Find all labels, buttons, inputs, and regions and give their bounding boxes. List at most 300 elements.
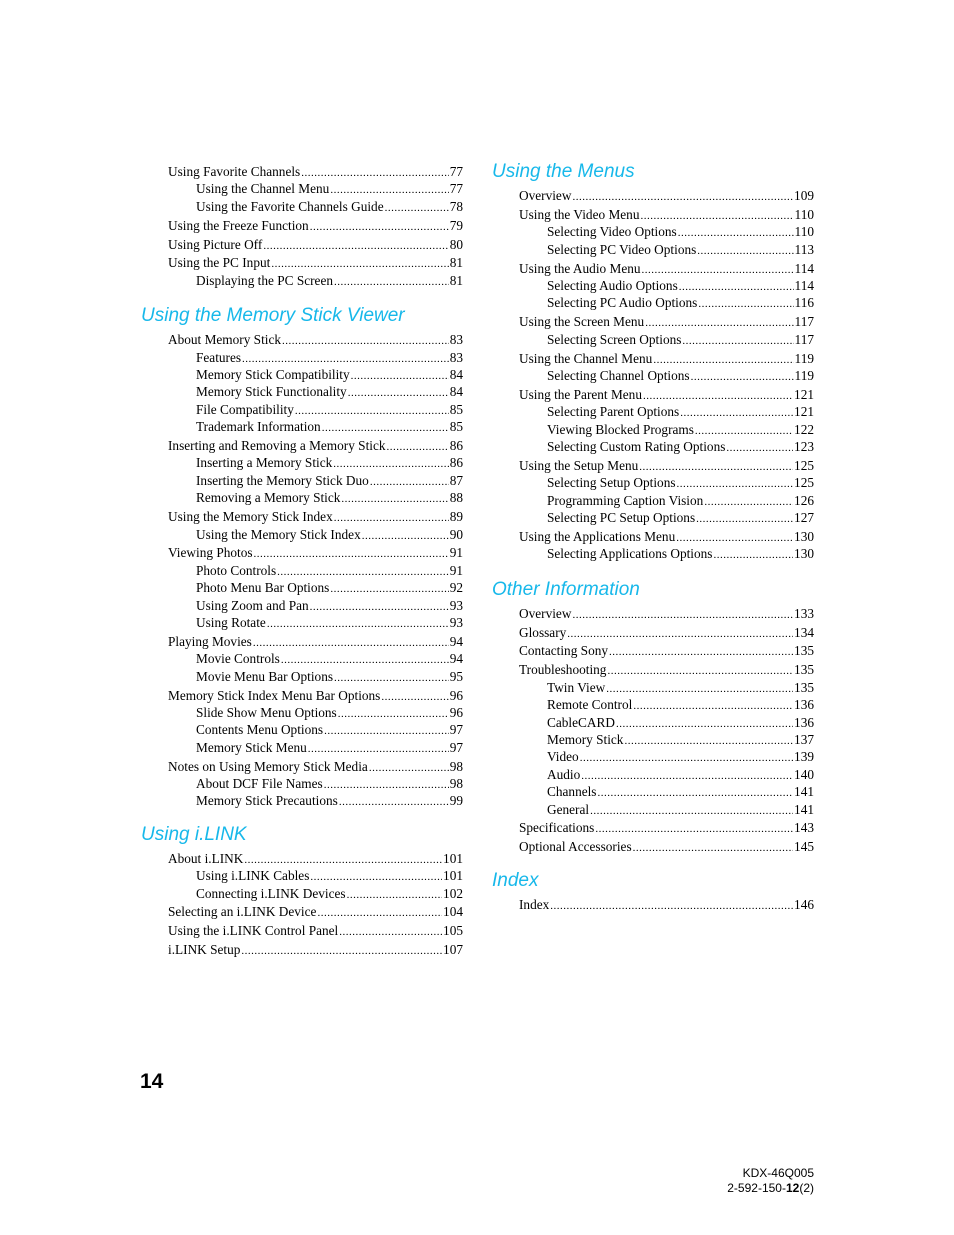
toc-entry[interactable] [491, 766, 814, 783]
toc-entry-title: Selecting Custom Rating Options [547, 438, 726, 454]
dot-leader [241, 943, 442, 960]
toc-entry-page: 101 [443, 850, 463, 866]
toc-entry[interactable] [140, 489, 463, 506]
dot-leader [704, 494, 793, 511]
toc-entry[interactable] [140, 941, 463, 958]
dot-leader [347, 887, 442, 904]
toc-entry-title: Movie Menu Bar Options [196, 668, 334, 684]
toc-left-column [140, 163, 463, 959]
toc-entry-title: Selecting Audio Options [547, 277, 678, 293]
toc-entry-title: Glossary [519, 624, 567, 640]
toc-entry[interactable] [491, 731, 814, 748]
dot-leader [324, 723, 449, 740]
toc-entry-title: Using Rotate [196, 614, 266, 630]
toc-entry[interactable] [140, 614, 463, 631]
toc-entry[interactable] [140, 331, 463, 348]
toc-entry-title: i.LINK Setup [168, 942, 241, 958]
toc-entry-title: Inserting the Memory Stick Duo [196, 472, 369, 488]
dot-leader [607, 663, 793, 680]
toc-entry[interactable] [491, 696, 814, 713]
toc-entry-page: 113 [794, 241, 814, 257]
toc-entry[interactable] [491, 679, 814, 696]
toc-entry[interactable] [140, 775, 463, 792]
toc-entry-title: Using Zoom and Pan [196, 597, 309, 613]
toc-entry[interactable] [140, 349, 463, 366]
toc-entry-page: 86 [449, 455, 463, 471]
dot-leader [334, 670, 449, 687]
toc-entry-title: Selecting Setup Options [547, 475, 676, 491]
toc-entry-title: Contacting Sony [519, 643, 609, 659]
toc-entry-title: Using the i.LINK Control Panel [168, 923, 339, 939]
toc-entry-page: 83 [449, 349, 463, 365]
dot-leader [385, 200, 449, 217]
dot-leader [713, 547, 793, 564]
toc-entry-page: 136 [794, 714, 814, 730]
toc-entry-page: 84 [449, 367, 463, 383]
toc-entry-title: File Compatibility [196, 401, 294, 417]
toc-entry-title: Using the Favorite Channels Guide [196, 198, 384, 214]
toc-entry-page: 78 [449, 198, 463, 214]
toc-entry-title: Index [519, 896, 550, 912]
toc-entry-title: Selecting Parent Options [547, 404, 680, 420]
toc-entry[interactable] [491, 509, 814, 526]
toc-entry-title: Contents Menu Options [196, 722, 324, 738]
toc-entry-title: Selecting an i.LINK Device [168, 904, 317, 920]
toc-entry[interactable] [491, 783, 814, 800]
toc-entry-page: 139 [794, 749, 814, 765]
toc-entry-title: Specifications [519, 820, 595, 836]
toc-entry-page: 93 [449, 597, 463, 613]
toc-entry-title: Using Favorite Channels [168, 164, 301, 179]
toc-entry[interactable] [140, 792, 463, 809]
toc-right-column [491, 161, 814, 913]
dot-leader [726, 440, 793, 457]
toc-entry-page: 80 [449, 236, 463, 252]
toc-entry-page: 94 [449, 651, 463, 667]
toc-entry[interactable] [491, 260, 814, 277]
section-heading: Using the Memory Stick Viewer [141, 305, 405, 327]
dot-leader [381, 689, 448, 706]
dot-leader [590, 803, 793, 820]
toc-entry-title: Selecting PC Audio Options [547, 295, 698, 311]
dot-leader [338, 706, 449, 723]
toc-entry-page: 121 [794, 386, 814, 402]
toc-entry-title: Programming Caption Vision [547, 492, 704, 508]
toc-entry[interactable] [140, 366, 463, 383]
toc-entry[interactable] [140, 885, 463, 902]
toc-entry-title: Selecting Channel Options [547, 367, 690, 383]
toc-entry-page: 105 [443, 923, 463, 939]
toc-entry-title: Memory Stick Functionality [196, 384, 347, 400]
dot-leader [267, 616, 449, 633]
toc-entry-title: Overview [519, 188, 572, 203]
toc-entry-title: Memory Stick Compatibility [196, 367, 350, 383]
toc-entry-title: Inserting and Removing a Memory Stick [168, 438, 386, 454]
toc-entry-page: 141 [794, 784, 814, 800]
toc-entry[interactable] [491, 187, 814, 204]
toc-entry-page: 91 [449, 545, 463, 561]
toc-entry[interactable] [491, 474, 814, 491]
toc-entry-page: 145 [794, 839, 814, 855]
toc-entry-page: 134 [794, 624, 814, 640]
toc-entry-page: 141 [794, 801, 814, 817]
toc-entry-page: 137 [794, 731, 814, 747]
toc-entry-title: Channels [547, 784, 597, 800]
toc-entry-title: Slide Show Menu Options [196, 704, 337, 720]
toc-entry-page: 121 [794, 404, 814, 420]
dot-leader [633, 840, 793, 857]
section-spacer [491, 856, 814, 870]
toc-entry[interactable] [140, 272, 463, 289]
toc-entry[interactable] [491, 896, 814, 913]
toc-entry-title: Using the Screen Menu [519, 314, 645, 330]
toc-entry-page: 98 [449, 776, 463, 791]
section-heading: Index [492, 869, 539, 891]
toc-entry-page: 143 [794, 820, 814, 836]
toc-entry[interactable] [140, 383, 463, 400]
toc-entry-title: Troubleshooting [519, 662, 607, 678]
toc-entry-page: 136 [794, 697, 814, 713]
section-heading: Using i.LINK [141, 823, 247, 845]
toc-entry-title: Connecting i.LINK Devices [196, 885, 346, 901]
toc-entry[interactable] [140, 180, 463, 197]
dot-leader [310, 219, 449, 236]
dot-leader [308, 741, 449, 758]
toc-entry-title: Remote Control [547, 697, 633, 713]
toc-entry-page: 96 [449, 687, 463, 703]
toc-entry-page: 85 [449, 419, 463, 435]
toc-entry-page: 146 [794, 896, 814, 912]
toc-entry-page: 83 [449, 332, 463, 348]
toc-entry-page: 84 [449, 384, 463, 400]
toc-entry[interactable] [140, 198, 463, 215]
toc-entry-title: Using Picture Off [168, 236, 263, 252]
toc-entry[interactable] [491, 241, 814, 258]
toc-entry-page: 93 [449, 614, 463, 630]
toc-entry-page: 107 [443, 942, 463, 958]
document-code-suffix: (2) [799, 1181, 814, 1195]
dot-leader [572, 607, 793, 624]
toc-entry[interactable] [140, 437, 463, 454]
toc-entry-page: 90 [449, 526, 463, 542]
dot-leader [253, 635, 449, 652]
toc-entry-page: 98 [449, 758, 463, 774]
dot-leader [696, 511, 793, 528]
toc-entry-page: 123 [794, 438, 814, 454]
toc-entry[interactable] [491, 661, 814, 678]
dot-leader [624, 733, 793, 750]
toc-entry-page: 86 [449, 438, 463, 454]
toc-entry-title: General [547, 801, 590, 817]
toc-entry-title: Using the Freeze Function [168, 217, 309, 233]
dot-leader [317, 905, 442, 922]
toc-entry-page: 114 [794, 277, 814, 293]
toc-entry-title: Video [547, 749, 579, 765]
toc-entry-title: Memory Stick [547, 731, 624, 747]
document-code-prefix: 2-592-150- [727, 1181, 786, 1195]
section-spacer [491, 563, 814, 579]
dot-leader [341, 491, 448, 508]
dot-leader [616, 716, 793, 733]
toc-entry[interactable] [140, 650, 463, 667]
toc-entry[interactable] [140, 526, 463, 543]
toc-entry[interactable] [491, 438, 814, 455]
toc-entry[interactable] [491, 223, 814, 240]
toc-entry-page: 116 [794, 295, 814, 311]
toc-entry-title: Removing a Memory Stick [196, 490, 341, 506]
toc-entry-title: Selecting PC Video Options [547, 241, 697, 257]
toc-entry[interactable] [491, 714, 814, 731]
toc-entry[interactable] [491, 403, 814, 420]
toc-entry-page: 126 [794, 492, 814, 508]
toc-entry-title: About Memory Stick [168, 332, 282, 348]
toc-entry-page: 101 [443, 868, 463, 884]
toc-entry-page: 130 [794, 528, 814, 544]
toc-entry-title: Notes on Using Memory Stick Media [168, 758, 368, 774]
toc-entry[interactable] [491, 838, 814, 855]
dot-leader [606, 681, 793, 698]
dot-leader [339, 794, 449, 811]
toc-entry-title: Selecting Video Options [547, 224, 677, 240]
toc-entry[interactable] [491, 605, 814, 622]
toc-entry[interactable] [140, 668, 463, 685]
toc-entry[interactable] [491, 294, 814, 311]
toc-entry-page: 95 [449, 668, 463, 684]
toc-entry[interactable] [491, 642, 814, 659]
toc-entry-page: 104 [443, 904, 463, 920]
toc-entry-title: Using the Parent Menu [519, 386, 642, 402]
toc-entry[interactable] [140, 454, 463, 471]
toc-entry-page: 81 [449, 255, 463, 271]
toc-entry-page: 125 [794, 475, 814, 491]
section-spacer [140, 810, 463, 824]
dot-leader [680, 405, 793, 422]
toc-entry-page: 81 [449, 272, 463, 288]
toc-entry-page: 125 [794, 457, 814, 473]
dot-leader [572, 189, 793, 206]
dot-leader [263, 238, 448, 255]
toc-entry-page: 88 [449, 490, 463, 506]
dot-leader [334, 274, 449, 291]
toc-entry-page: 114 [794, 260, 814, 276]
toc-entry-page: 130 [794, 546, 814, 562]
toc-entry-title: Using the Memory Stick Index [196, 526, 361, 542]
dot-leader [348, 385, 449, 402]
dot-leader [698, 296, 793, 313]
dot-leader [387, 439, 449, 456]
toc-entry[interactable] [140, 544, 463, 561]
document-code [727, 1181, 814, 1196]
model-number: KDX-46Q005 [742, 1166, 814, 1180]
toc-entry-page: 102 [443, 885, 463, 901]
toc-entry-title: Using the PC Input [168, 255, 271, 271]
toc-entry[interactable] [491, 313, 814, 330]
toc-entry-page: 77 [449, 181, 463, 197]
toc-entry-title: Displaying the PC Screen [196, 272, 334, 288]
toc-entry[interactable] [491, 421, 814, 438]
toc-entry[interactable] [140, 739, 463, 756]
dot-leader [598, 785, 794, 802]
toc-entry[interactable] [491, 331, 814, 348]
dot-leader [254, 546, 449, 563]
toc-entry-title: Photo Controls [196, 562, 277, 578]
toc-entry-title: Memory Stick Precautions [196, 793, 338, 809]
toc-entry-page: 117 [794, 331, 814, 347]
toc-entry-page: 79 [449, 217, 463, 233]
toc-entry-title: Audio [547, 766, 581, 782]
toc-entry-title: Using the Setup Menu [519, 457, 639, 473]
toc-entry[interactable] [491, 528, 814, 545]
toc-entry-page: 97 [449, 722, 463, 738]
toc-entry-page: 110 [794, 206, 814, 222]
toc-entry-title: Viewing Blocked Programs [547, 421, 694, 437]
dot-leader [691, 369, 794, 386]
dot-leader [581, 768, 793, 785]
toc-entry-title: Using the Applications Menu [519, 528, 676, 544]
toc-entry-page: 85 [449, 401, 463, 417]
toc-entry-page: 117 [794, 314, 814, 330]
toc-entry-page: 89 [449, 509, 463, 525]
toc-entry[interactable] [140, 597, 463, 614]
toc-entry[interactable] [491, 457, 814, 474]
toc-entry-title: Twin View [547, 679, 606, 695]
toc-entry[interactable] [491, 492, 814, 509]
toc-entry[interactable] [140, 687, 463, 704]
toc-entry[interactable] [491, 801, 814, 818]
toc-entry-page: 96 [449, 704, 463, 720]
toc-entry-title: Viewing Photos [168, 545, 253, 561]
toc-entry-title: Optional Accessories [519, 839, 632, 855]
toc-entry[interactable] [140, 704, 463, 721]
toc-entry-title: Movie Controls [196, 651, 280, 667]
toc-entry-page: 135 [794, 679, 814, 695]
toc-entry-page: 77 [449, 164, 463, 179]
toc-entry-title: Photo Menu Bar Options [196, 580, 330, 596]
toc-entry[interactable] [491, 819, 814, 836]
dot-leader [595, 821, 793, 838]
toc-entry[interactable] [140, 401, 463, 418]
toc-entry-page: 110 [794, 224, 814, 240]
toc-entry-title: Trademark Information [196, 419, 321, 435]
toc-entry[interactable] [140, 472, 463, 489]
dot-leader [550, 898, 793, 915]
toc-entry-page: 140 [794, 766, 814, 782]
toc-entry-title: Using the Memory Stick Index [168, 509, 333, 525]
section-heading: Other Information [492, 578, 640, 600]
toc-entry-page: 99 [449, 793, 463, 809]
toc-entry-page: 135 [794, 643, 814, 659]
toc-entry-title: Selecting Applications Options [547, 546, 713, 562]
toc-entry[interactable] [491, 545, 814, 562]
toc-entry-title: Using the Channel Menu [519, 350, 653, 366]
dot-leader [580, 750, 793, 767]
toc-entry-page: 87 [449, 472, 463, 488]
toc-entry-page: 94 [449, 633, 463, 649]
toc-entry-page: 97 [449, 739, 463, 755]
toc-entry[interactable] [491, 748, 814, 765]
toc-entry-title: CableCARD [547, 714, 615, 730]
toc-entry-page: 127 [794, 510, 814, 526]
toc-entry[interactable] [491, 350, 814, 367]
toc-entry[interactable] [491, 367, 814, 384]
dot-leader [330, 581, 448, 598]
toc-entry[interactable] [140, 217, 463, 234]
toc-entry-title: Selecting Screen Options [547, 331, 682, 347]
toc-entry[interactable] [140, 562, 463, 579]
toc-entry[interactable] [140, 254, 463, 271]
toc-entry[interactable] [140, 850, 463, 867]
toc-entry-title: Features [196, 349, 242, 365]
toc-entry[interactable] [140, 163, 463, 180]
toc-entry-page: 122 [794, 421, 814, 437]
toc-entry[interactable] [491, 206, 814, 223]
toc-entry[interactable] [140, 236, 463, 253]
toc-entry-title: Using the Audio Menu [519, 260, 641, 276]
toc-entry-title: About i.LINK [168, 850, 244, 866]
page-number: 14 [140, 1070, 164, 1093]
dot-leader [362, 528, 449, 545]
toc-entry-page: 91 [449, 562, 463, 578]
toc-entry-title: Overview [519, 605, 572, 621]
document-code-bold: 12 [785, 1181, 800, 1195]
toc-entry[interactable] [140, 633, 463, 650]
dot-leader [633, 698, 793, 715]
section-spacer [140, 289, 463, 305]
dot-leader [310, 599, 449, 616]
dot-leader [351, 368, 449, 385]
toc-entry-title: Memory Stick Menu [196, 739, 307, 755]
toc-entry-title: Selecting PC Setup Options [547, 510, 696, 526]
dot-leader [324, 777, 449, 794]
footer [727, 1166, 814, 1196]
toc-entry-title: Memory Stick Index Menu Bar Options [168, 687, 381, 703]
toc-entry[interactable] [140, 418, 463, 435]
toc-entry[interactable] [140, 579, 463, 596]
toc-entry[interactable] [140, 867, 463, 884]
dot-leader [282, 333, 449, 350]
toc-entry-title: Playing Movies [168, 633, 252, 649]
toc-entry-page: 109 [794, 188, 814, 203]
toc-entry-title: Inserting a Memory Stick [196, 455, 333, 471]
toc-entry-title: Using the Video Menu [519, 206, 640, 222]
toc-entry-page: 133 [794, 605, 814, 621]
dot-leader [682, 333, 793, 350]
toc-entry[interactable] [140, 922, 463, 939]
toc-entry[interactable] [140, 721, 463, 738]
toc-entry[interactable] [491, 624, 814, 641]
dot-leader [369, 760, 449, 777]
dot-leader [697, 243, 793, 260]
section-heading: Using the Menus [492, 161, 635, 182]
toc-entry[interactable] [140, 758, 463, 775]
toc-entry-page: 119 [794, 367, 814, 383]
toc-entry-page: 92 [449, 580, 463, 596]
toc-entry-page: 135 [794, 662, 814, 678]
dot-leader [339, 924, 442, 941]
toc-entry[interactable] [140, 903, 463, 920]
toc-entry-title: Using the Channel Menu [196, 181, 330, 197]
toc-entry-title: Using i.LINK Cables [196, 868, 310, 884]
toc-entry[interactable] [491, 386, 814, 403]
toc-entry[interactable] [491, 277, 814, 294]
toc-entry-title: About DCF File Names [196, 776, 323, 791]
dot-leader [609, 644, 793, 661]
dot-leader [567, 626, 793, 643]
dot-leader [370, 474, 449, 491]
dot-leader [322, 420, 449, 437]
toc-entry[interactable] [140, 508, 463, 525]
toc-entry-page: 119 [794, 350, 814, 366]
